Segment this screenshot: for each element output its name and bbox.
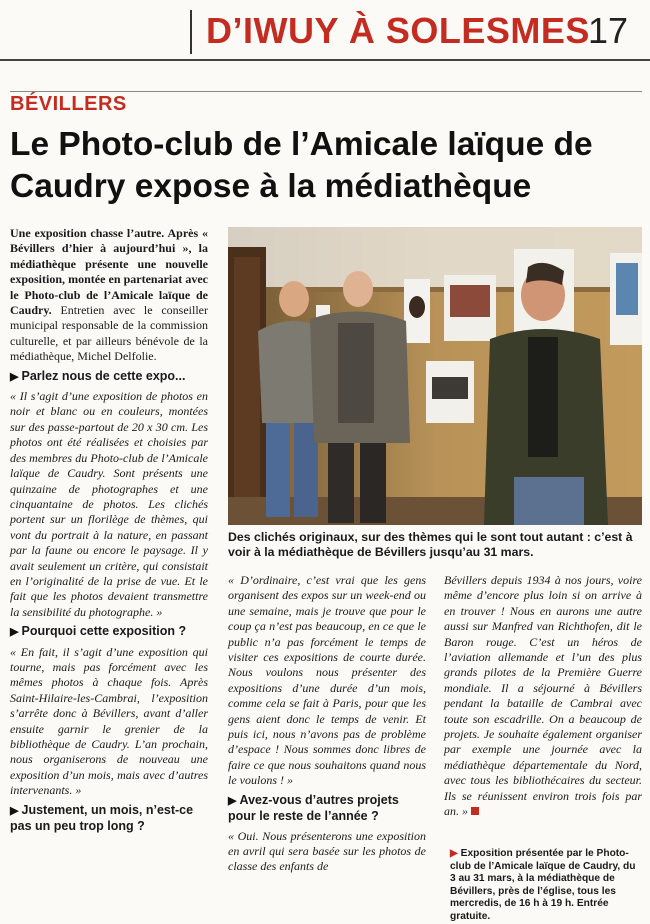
question-1-text: Parlez nous de cette expo... [21,368,186,383]
question-4 [228,793,426,825]
triangle-bullet-icon: ▶ [10,626,22,639]
header-rule [0,59,650,61]
kicker-rule [10,91,642,92]
question-3 [10,803,208,835]
answer-4: « Oui. Nous présenterons une exposition en avril qui sera basée sur les photos de classe des enfants de [228,828,426,874]
answer-2: « En fait, il s’agit d’une exposition qui tourne, mais pas forcément avec les mêmes photos à chaque fois. Après Saint-Hilaire-les-Cambrai, l’exposition s’arrête donc à Bévillers, avant d’aller ensuite garnir le grenier de la bibliothèque de Caudry. L’an prochain, nous organiserons de nouveau une exposition d’un mois, mais avec d’autres intervenants. » [10,644,208,798]
answer-4-continued [444,573,642,820]
end-mark-icon [471,807,479,815]
page-number: 17 [588,10,629,51]
triangle-bullet-icon: ▶ [10,804,22,817]
article-kicker: BÉVILLERS [10,93,127,115]
intro-lead: Une exposition chasse l’autre. Après « Bévillers d’hier à aujourd’hui », la médiathèque présente une nouvelle exposition, montée en partenariat avec le Photo-club de l’Amicale laïque de Caudry. [10,226,208,318]
page-header [0,0,650,58]
question-1 [10,369,208,385]
exhibition-photo [228,227,642,525]
triangle-bullet-icon: ▶ [10,370,22,383]
exhibition-info-text: Exposition présentée par le Photo-club de l’Amicale laïque de Caudry, du 3 au 31 mars, à la médiathèque de Bévillers, près de l’église, tous les mercredis, de 16 h à 19 h. Entrée gratuite. [450,848,636,922]
photo-caption: Des clichés originaux, sur des thèmes qui le sont tout autant : c’est à voir à la médiathèque de Bévillers jusqu’au 31 mars. [228,530,633,559]
column-3 [444,573,642,824]
section-title: D’IWUY À SOLESMES [206,10,590,51]
header-divider [190,10,192,54]
triangle-bullet-icon: ▶ [228,794,240,807]
answer-4-continued-text: Bévillers depuis 1934 à nos jours, voire même d’encore plus loin si on arrive à en trouver ! Nous en aurons une autre aussi sur Manfred van Richthofen, dit le Baron rouge. C’est un héros de l’aviation allemande et l’un des plus grands pilotes de la Première Guerre mondiale. Il a séjourné à Bévillers pendant la bataille de Cambrai avec toute son escadrille. On a beaucoup de projets. Je souhaite également organiser par exemple une journée avec la médiathèque départementale du Nord, avec tous les bibliothécaires du secteur. Ils se réunissent environ trois fois par an. » [444,573,642,819]
answer-1: « Il s’agit d’une exposition de photos en noir et blanc ou en couleurs, montées sur des passe-partout de 20 x 30 cm. Les photos ont été réalisées et choisies par des membres du Photo-club de l’Amicale laïque de Caudry. Sont présents une quinzaine de photographes et une cinquantaine de photos. Les clichés portent sur un florilège de thèmes, qui vont du portrait à la nature, en passant par la faune ou encore le paysage. Il y avait seulement un critère, qui consistait en l’originalité de la prise de vue. Et le fait que les photos devaient transmettre la sensibilité du photographe. » [10,389,208,619]
answer-3: « D’ordinaire, c’est vrai que les gens organisent des expos sur un week-end ou une semaine, mais je trouve que pour le coup ça n’est pas beaucoup, en ce que le public n’a pas forcément le temps de visiter ces expositions de courte durée. Nous voulons nous présenter des expositions d’une durée d’un mois, comme cela se fait à Paris, pour que les gens aient donc le temps de venir. Et puis ici, nous n’avons pas de problème d’espace ! Nous sommes donc libres de faire ce que nous souhaitons quand nous le voulons ! » [228,573,426,788]
question-3-text: Justement, un mois, n’est-ce pas un peu trop long ? [10,802,194,834]
column-2 [228,573,426,879]
article-headline: Le Photo-club de l’Amicale laïque de Caudry expose à la médiathèque [10,126,593,205]
exhibition-info-box [450,848,643,924]
question-4-text: Avez-vous d’autres projets pour le reste de l’année ? [228,792,399,824]
intro-paragraph [10,226,208,365]
intro-rest: Entretien avec le conseiller municipal responsable de la commission culturelle, et par ailleurs bénévole de la médiathèque, Michel Delfolie. [10,303,208,364]
question-2-text: Pourquoi cette exposition ? [21,624,187,639]
column-1 [10,226,208,838]
red-triangle-icon: ▶ [450,848,461,859]
question-2 [10,624,208,640]
photo-illustration [228,227,642,525]
